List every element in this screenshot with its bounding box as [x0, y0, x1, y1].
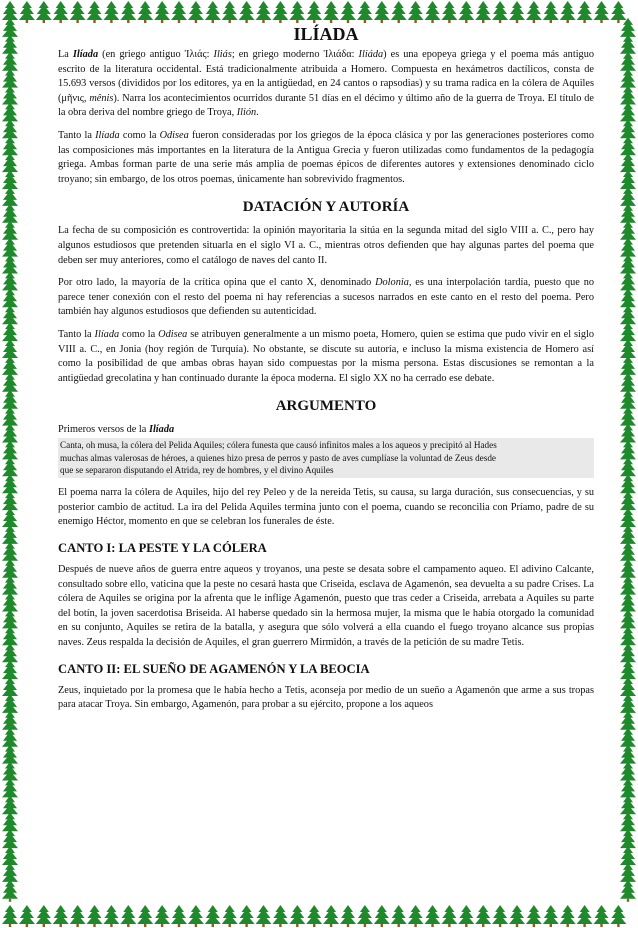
pine-tree-icon	[2, 153, 18, 175]
pine-tree-icon	[2, 795, 18, 817]
pine-tree-icon	[2, 846, 18, 868]
verse-line: muchas almas valerosas de héroes, a quienes hizo presa de perros y pasto de aves cumplíase la voluntad de Zeus desde	[60, 452, 497, 463]
canto-1-paragraph: Después de nueve años de guerra entre aqueos y troyanos, una peste se desata sobre el campamento aqueo. El adivino Calcante, consultado sobre ello, vaticina que la peste no cesará hasta que Criseida, esclava de Agamenón, sea devuelta a su padre Crises. La cólera de Aquiles se origina por la afrenta que le inflige Agamenón, puesto que tras ceder a Criseida, arrebata a Aquiles su parte del botín, la joven sacerdotisa Briseida. Al haberse quedado sin la hermosa mujer, la misma que le había otorgado la comunidad en su conjunto, Aquiles se retira de la batalla, y asegura que sólo volverá a ella cuando el fuego troyano alcance sus propias naves. Zeus respalda la decisión de Aquiles, el gran guerrero Mirmidón, a través de la petición de su madre Tetis.	[58, 564, 594, 649]
pine-tree-icon	[2, 204, 18, 226]
pine-tree-icon	[620, 288, 636, 310]
pine-tree-icon	[620, 255, 636, 277]
pine-tree-icon	[2, 778, 18, 800]
pine-tree-icon	[19, 905, 35, 927]
document-title: ILÍADA	[293, 24, 359, 44]
pine-tree-icon	[620, 69, 636, 91]
pine-tree-icon	[19, 1, 35, 23]
pine-tree-icon	[620, 373, 636, 395]
pine-tree-icon	[2, 339, 18, 361]
pine-tree-icon	[620, 390, 636, 412]
pine-tree-icon	[2, 745, 18, 767]
datacion-paragraph-1: La fecha de su composición es controvertida: la opinión mayoritaria la sitúa en la segunda mitad del siglo VIII a. C., pero hay algunos estudiosos que pretenden situarla en el siglo VI a. C., mientras otros defienden que hay algunas partes del poema que deben ser muy anteriores, como el catálogo de naves del canto II.	[58, 225, 594, 266]
pine-tree-icon	[2, 542, 18, 564]
pine-tree-icon	[620, 846, 636, 868]
pine-tree-icon	[2, 457, 18, 479]
intro-paragraph-2: Tanto la Ilíada como la Odisea fueron consideradas por los griegos de la época clásica y por las generaciones posteriores como las composiciones más importantes en la literatura de la Antigua Grecia y fueron utilizadas como fundamentos de la pedagogía griega. Ambas forman parte de una serie más amplia de poemas épicos de diferentes autores y extensiones denominado ciclo troyano; sin embargo, de los otros poemas, únicamente han sobrevivido fragmentos.	[58, 129, 594, 185]
pine-tree-icon	[2, 643, 18, 665]
pine-tree-icon	[620, 576, 636, 598]
pine-tree-icon	[2, 626, 18, 648]
pine-tree-icon	[620, 795, 636, 817]
pine-tree-icon	[620, 339, 636, 361]
pine-tree-icon	[620, 86, 636, 108]
pine-tree-icon	[2, 829, 18, 851]
pine-tree-icon	[2, 905, 18, 927]
pine-tree-icon	[2, 356, 18, 378]
pine-tree-icon	[620, 728, 636, 750]
pine-tree-icon	[620, 593, 636, 615]
pine-tree-icon	[620, 238, 636, 260]
pine-tree-icon	[620, 812, 636, 834]
verse-quote-box	[58, 438, 594, 478]
pine-tree-icon	[2, 187, 18, 209]
pine-tree-icon	[620, 677, 636, 699]
pine-tree-icon	[620, 643, 636, 665]
pine-tree-icon	[620, 745, 636, 767]
pine-tree-icon	[2, 305, 18, 327]
pine-tree-icon	[620, 457, 636, 479]
verses-label: Primeros versos de la Ilíada	[58, 424, 175, 436]
pine-tree-icon	[2, 559, 18, 581]
pine-tree-icon	[620, 626, 636, 648]
pine-tree-icon	[2, 677, 18, 699]
pine-tree-icon	[2, 609, 18, 631]
canto-2-paragraph: Zeus, inquietado por la promesa que le había hecho a Tetis, aconseja por medio de un sueño a Agamenón que arme a sus tropas para atacar Troya. Sin embargo, Agamenón, para probar a su ejército, propone a los aqueos	[58, 684, 594, 711]
pine-tree-icon	[2, 424, 18, 446]
pine-tree-icon	[610, 905, 626, 927]
pine-tree-icon	[2, 694, 18, 716]
pine-tree-icon	[2, 136, 18, 158]
section-heading-datacion: DATACIÓN Y AUTORÍA	[242, 199, 410, 216]
canto-2-heading: CANTO II: EL SUEÑO DE AGAMENÓN Y LA BEOCIA	[58, 661, 370, 676]
pine-tree-icon	[2, 880, 18, 902]
pine-tree-icon	[620, 35, 636, 57]
pine-tree-icon	[610, 1, 626, 23]
pine-tree-icon	[620, 474, 636, 496]
verse-line: que se separaron disputando el Atrida, rey de hombres, y el divino Aquiles	[60, 465, 334, 476]
pine-tree-icon	[2, 119, 18, 141]
pine-tree-icon	[2, 18, 18, 40]
pine-tree-icon	[2, 221, 18, 243]
pine-tree-icon	[620, 609, 636, 631]
pine-tree-icon	[2, 35, 18, 57]
pine-tree-icon	[620, 880, 636, 902]
pine-tree-icon	[620, 711, 636, 733]
pine-tree-icon	[620, 136, 636, 158]
pine-tree-icon	[2, 660, 18, 682]
argumento-paragraph-1: El poema narra la cólera de Aquiles, hijo del rey Peleo y de la nereida Tetis, su causa, su larga duración, sus consecuencias, y su posterior cambio de actitud. La ira del Pelida Aquiles termina junto con el poema, cuando se reconcilia con Príamo, padre de su enemigo Héctor, momento en que se celebran los funerales de éste.	[58, 487, 594, 528]
pine-tree-icon	[620, 440, 636, 462]
pine-tree-icon	[2, 288, 18, 310]
pine-tree-icon	[620, 153, 636, 175]
pine-tree-icon	[620, 305, 636, 327]
pine-tree-icon	[620, 829, 636, 851]
pine-tree-icon	[620, 18, 636, 40]
pine-tree-icon	[620, 762, 636, 784]
pine-tree-icon	[620, 52, 636, 74]
pine-tree-icon	[2, 390, 18, 412]
first-verses-block	[58, 423, 594, 478]
pine-tree-icon	[594, 905, 610, 927]
pine-tree-icon	[2, 762, 18, 784]
pine-tree-icon	[620, 660, 636, 682]
pine-tree-icon	[620, 559, 636, 581]
pine-tree-icon	[620, 221, 636, 243]
pine-tree-icon	[620, 424, 636, 446]
pine-tree-icon	[2, 102, 18, 124]
pine-tree-icon	[36, 905, 52, 927]
pine-tree-icon	[620, 863, 636, 885]
canto-1-heading: CANTO I: LA PESTE Y LA CÓLERA	[58, 541, 267, 556]
pine-tree-icon	[620, 407, 636, 429]
pine-tree-icon	[620, 102, 636, 124]
pine-tree-icon	[620, 542, 636, 564]
verse-line: Canta, oh musa, la cólera del Pelida Aquiles; cólera funesta que causó infinitos males a los aqueos y precipitó al Hades	[60, 439, 497, 450]
datacion-paragraph-3: Tanto la Ilíada como la Odisea se atribuyen generalmente a un mismo poeta, Homero, quien se estima que pudo vivir en el siglo VIII a. C., en Jonia (hoy región de Turquía). No obstante, se discute su autoría, e incluso la misma existencia de Homero así como la posibilidad de que ambas obras hayan sido compuestas por la misma persona. Estas discusiones se remontan a la antigüedad grecolatina y han continuado durante la época moderna. El siglo XX no ha cerrado ese debate.	[58, 328, 594, 384]
intro-paragraph-1: La Ilíada (en griego antiguo Ἰλιάς: Iliás; en griego moderno Ἰλιάδα: Iliáda) es una epopeya griega y el poema más antiguo escrito de la literatura occidental. Está tradicionalmente atribuida a Homero. Compuesta en hexámetros dactílicos, consta de 15.693 versos (divididos por los editores, ya en la antigüedad, en 24 cantos o rapsodias) y su trama radica en la cólera de Aquiles (μῆνις, mênis). Narra los acontecimientos ocurridos durante 51 días en el décimo y último año de la guerra de Troya. El título de la obra deriva del nombre griego de Troya, Ilión.	[58, 49, 595, 119]
pine-tree-icon	[620, 356, 636, 378]
pine-tree-icon	[620, 508, 636, 530]
pine-tree-icon	[2, 271, 18, 293]
pine-tree-icon	[620, 778, 636, 800]
pine-tree-icon	[2, 52, 18, 74]
pine-tree-icon	[620, 204, 636, 226]
pine-tree-icon	[620, 491, 636, 513]
pine-tree-icon	[620, 187, 636, 209]
pine-tree-icon	[620, 170, 636, 192]
title-italic: Ilíada	[72, 49, 99, 60]
pine-tree-icon	[620, 322, 636, 344]
pine-tree-icon	[2, 170, 18, 192]
pine-tree-icon	[2, 373, 18, 395]
pine-tree-icon	[2, 69, 18, 91]
pine-tree-icon	[2, 711, 18, 733]
pine-tree-icon	[2, 863, 18, 885]
pine-tree-icon	[594, 1, 610, 23]
pine-tree-icon	[2, 491, 18, 513]
pine-tree-icon	[2, 593, 18, 615]
pine-tree-icon	[620, 119, 636, 141]
pine-tree-icon	[2, 576, 18, 598]
pine-tree-icon	[2, 407, 18, 429]
pine-tree-icon	[2, 508, 18, 530]
pine-tree-icon	[620, 525, 636, 547]
pine-tree-icon	[2, 525, 18, 547]
pine-tree-icon	[2, 255, 18, 277]
pine-tree-icon	[2, 812, 18, 834]
section-heading-argumento: ARGUMENTO	[275, 398, 377, 415]
datacion-paragraph-2: Por otro lado, la mayoría de la crítica opina que el canto X, denominado Dolonia, es una interpolación tardía, puesto que no parece tener conexión con el resto del poema ni hay referencias a sucesos narrados en este canto en el resto del poema. Pero también hay algunos estudiosos que defienden su autenticidad.	[58, 277, 594, 318]
pine-tree-icon	[2, 440, 18, 462]
document-page	[58, 20, 594, 920]
pine-tree-icon	[2, 322, 18, 344]
pine-tree-icon	[2, 474, 18, 496]
pine-tree-icon	[2, 1, 18, 23]
pine-tree-icon	[2, 238, 18, 260]
pine-tree-icon	[2, 86, 18, 108]
pine-tree-icon	[620, 694, 636, 716]
pine-tree-icon	[620, 271, 636, 293]
pine-tree-icon	[2, 728, 18, 750]
pine-tree-icon	[36, 1, 52, 23]
